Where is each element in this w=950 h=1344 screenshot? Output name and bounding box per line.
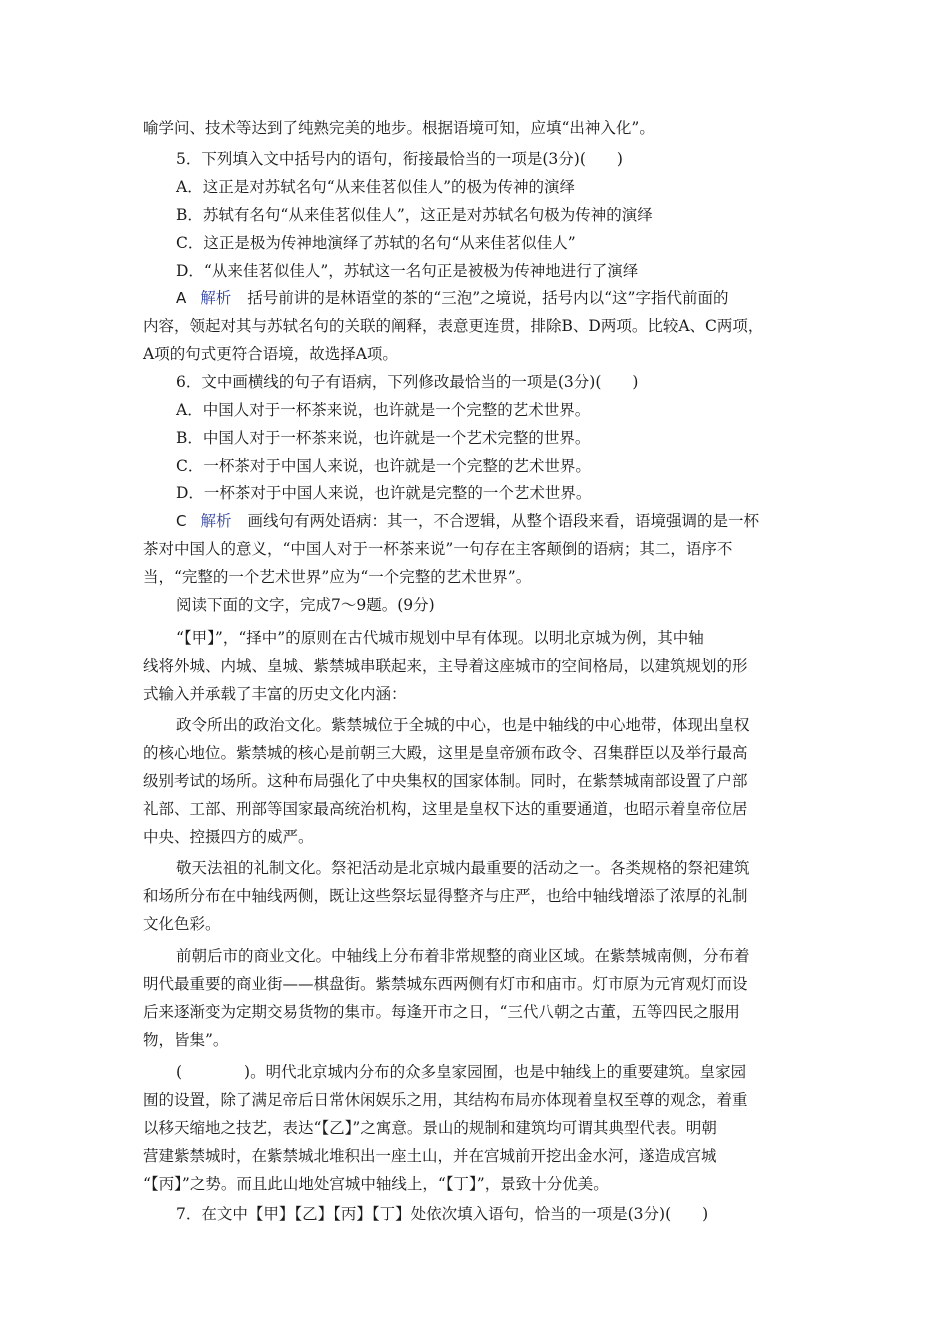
q6-analysis-label: 解析 xyxy=(200,512,232,530)
q5-analysis-line-3: A项的句式更符合语境，故选择A项。 xyxy=(143,345,398,363)
q5-analysis-line-2: 内容，领起对其与苏轼名句的关联的阐释，表意更连贯，排除B、D两项。比较A、C两项， xyxy=(143,317,764,335)
passage-p2-line-3: 级别考试的场所。这种布局强化了中央集权的国家体制。同时，在紫禁城南部设置了户部 xyxy=(143,772,748,790)
passage-p3-line-2: 和场所分布在中轴线两侧，既让这些祭坛显得整齐与庄严，也给中轴线增添了浓厚的礼制 xyxy=(143,887,748,905)
passage-intro: 阅读下面的文字，完成7～9题。(9分) xyxy=(176,596,435,614)
q5-option-a: A．这正是对苏轼名句“从来佳茗似佳人”的极为传神的演绎 xyxy=(176,178,576,196)
q5-answer-line xyxy=(176,288,728,308)
q7-stem: 7．在文中【甲】【乙】【丙】【丁】处依次填入语句，恰当的一项是(3分)( ) xyxy=(176,1205,709,1223)
q6-answer-line xyxy=(176,511,759,531)
passage-p4-line-4: 物，皆集”。 xyxy=(143,1031,229,1049)
q5-analysis-text: 括号前讲的是林语堂的茶的“三泡”之境说，括号内以“这”字指代前面的 xyxy=(247,289,729,307)
passage-p2-line-2: 的核心地位。紫禁城的核心是前朝三大殿，这里是皇帝颁布政令、召集群臣以及举行最高 xyxy=(143,744,748,762)
passage-p4-line-3: 后来逐渐变为定期交易货物的集市。每逢开市之日，“三代八朝之古董，五等四民之服用 xyxy=(143,1003,740,1021)
q5-analysis-label: 解析 xyxy=(200,289,232,307)
passage-p2-line-4: 礼部、工部、刑部等国家最高统治机构，这里是皇权下达的重要通道，也昭示着皇帝位居 xyxy=(143,800,748,818)
q6-stem: 6．文中画横线的句子有语病，下列修改最恰当的一项是(3分)( ) xyxy=(176,373,639,391)
passage-p5-line-4: 营建紫禁城时，在紫禁城北堆积出一座土山，并在宫城前开挖出金水河，遂造成宫城 xyxy=(143,1147,717,1165)
passage-p1-line-1: “【甲】”，“择中”的原则在古代城市规划中早有体现。以明北京城为例，其中轴 xyxy=(176,629,704,647)
passage-p5-line-5: “【丙】”之势。而且此山地处宫城中轴线上，“【丁】”，景致十分优美。 xyxy=(143,1175,609,1193)
q5-stem: 5．下列填入文中括号内的语句，衔接最恰当的一项是(3分)( ) xyxy=(176,150,623,168)
passage-p2-line-1: 政令所出的政治文化。紫禁城位于全城的中心，也是中轴线的中心地带，体现出皇权 xyxy=(176,716,750,734)
passage-p5-line-3: 以移天缩地之技艺，表达“【乙】”之寓意。景山的规制和建筑均可谓其典型代表。明朝 xyxy=(143,1119,717,1137)
passage-p2-line-5: 中央、控摄四方的威严。 xyxy=(143,828,314,846)
passage-p1-line-2: 线将外城、内城、皇城、紫禁城串联起来，主导着这座城市的空间格局，以建筑规划的形 xyxy=(143,657,748,675)
q6-option-b: B．中国人对于一杯茶来说，也许就是一个艺术完整的世界。 xyxy=(176,429,591,447)
q5-option-c: C．这正是极为传神地演绎了苏轼的名句“从来佳茗似佳人” xyxy=(176,234,576,252)
q6-analysis-text: 画线句有两处语病：其一，不合逻辑，从整个语段来看，语境强调的是一杯 xyxy=(247,512,760,530)
passage-p1-line-3: 式输入并承载了丰富的历史文化内涵： xyxy=(143,685,407,703)
q6-analysis-line-2: 茶对中国人的意义，“中国人对于一杯茶来说”一句存在主客颠倒的语病；其二，语序不 xyxy=(143,540,733,558)
passage-p3-line-1: 敬天法祖的礼制文化。祭祀活动是北京城内最重要的活动之一。各类规格的祭祀建筑 xyxy=(176,859,750,877)
passage-p5-line-2: 囿的设置，除了满足帝后日常休闲娱乐之用，其结构布局亦体现着皇权至尊的观念，着重 xyxy=(143,1091,748,1109)
q5-answer-letter: A xyxy=(176,289,187,307)
q6-answer-letter: C xyxy=(176,512,187,530)
previous-analysis-ending: 喻学问、技术等达到了纯熟完美的地步。根据语境可知，应填“出神入化”。 xyxy=(143,119,655,137)
passage-p5-line-1: ( )。明代北京城内分布的众多皇家园囿，也是中轴线上的重要建筑。皇家园 xyxy=(176,1063,747,1081)
q6-option-a: A．中国人对于一杯茶来说，也许就是一个完整的艺术世界。 xyxy=(176,401,591,419)
q6-option-c: C．一杯茶对于中国人来说，也许就是一个完整的艺术世界。 xyxy=(176,457,591,475)
q6-option-d: D．一杯茶对于中国人来说，也许就是完整的一个艺术世界。 xyxy=(176,484,592,502)
passage-p4-line-1: 前朝后市的商业文化。中轴线上分布着非常规整的商业区域。在紫禁城南侧，分布着 xyxy=(176,947,750,965)
q5-option-b: B．苏轼有名句“从来佳茗似佳人”，这正是对苏轼名句极为传神的演绎 xyxy=(176,206,653,224)
q5-option-d: D．“从来佳茗似佳人”，苏轼这一名句正是被极为传神地进行了演绎 xyxy=(176,262,639,280)
q6-analysis-line-3: 当，“完整的一个艺术世界”应为“一个完整的艺术世界”。 xyxy=(143,568,532,586)
passage-p3-line-3: 文化色彩。 xyxy=(143,915,221,933)
passage-p4-line-2: 明代最重要的商业街——棋盘街。紫禁城东西两侧有灯市和庙市。灯市原为元宵观灯而设 xyxy=(143,975,748,993)
